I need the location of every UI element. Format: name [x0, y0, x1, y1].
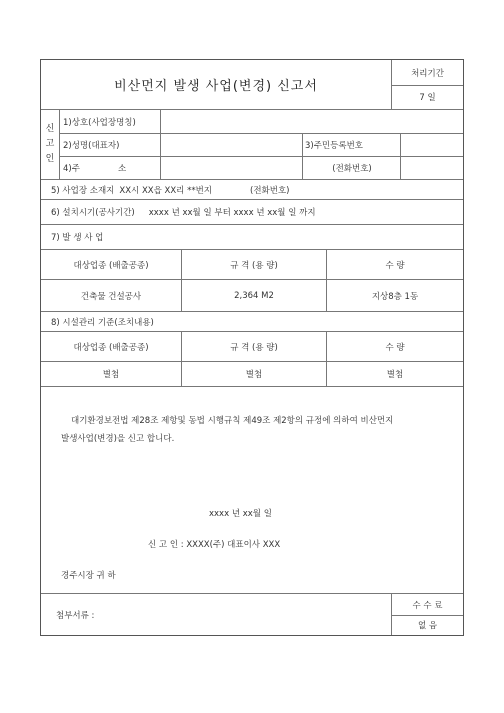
attachment-label: 첨부서류 :: [56, 610, 95, 621]
declaration-date: xxxx 년 xx월 일: [209, 509, 272, 519]
report-form: [40, 59, 464, 636]
facility-value-row: [41, 362, 463, 387]
address-field: [160, 156, 303, 179]
form-title: 비산먼지 발생 사업(변경) 신고서: [114, 79, 318, 94]
fee-label: 수 수 료: [412, 600, 443, 611]
fee-value: 없 음: [417, 621, 438, 631]
resident-number-field: [400, 133, 463, 156]
declaration-applicant-label: 신 고 인 :: [148, 540, 184, 550]
declaration-line-1: 대기환경보전법 제28조 제항및 동법 시행규칙 제49조 제2항의 규정에 의하여 비산먼지: [71, 416, 394, 426]
business-header-row: [41, 250, 463, 280]
applicant-side-label: 신 고 인: [45, 124, 55, 164]
facility-label-row: [41, 312, 463, 332]
address-label-a: 4)주: [63, 163, 80, 174]
business-value-row: [41, 280, 463, 312]
business-spec-value: 2,364 M2: [234, 290, 274, 301]
applicant-phone-field: [400, 156, 463, 179]
footer-row: [41, 594, 463, 635]
applicant-block: [41, 110, 463, 180]
facility-spec-value: 별첨: [245, 370, 263, 380]
facility-label: 8) 시설관리 기준(조치내용): [51, 317, 154, 328]
address-label-b: 소: [117, 163, 127, 174]
representative-field: [160, 133, 303, 156]
declaration-addressee: 경주시장 귀 하: [61, 571, 116, 581]
processing-value: 7 일: [419, 93, 436, 103]
business-name-label: 1)상호(사업장명칭): [63, 117, 136, 128]
applicant-phone-label: (전화번호): [332, 163, 372, 174]
facility-header-category: 대상업종 (배출공종): [73, 342, 149, 353]
resident-number-label: 3)주민등록번호: [305, 140, 363, 151]
title-cell: [41, 60, 391, 109]
facility-header-quantity: 수 량: [385, 342, 405, 353]
declaration-line-2: 발생사업(변경)을 신고 합니다.: [61, 434, 175, 444]
business-name-field: [160, 110, 463, 133]
business-label-row: [41, 225, 463, 250]
business-header-quantity: 수 량: [385, 260, 405, 271]
fee-cell: [391, 594, 463, 635]
facility-category-value: 별첨: [102, 370, 120, 380]
header-row: [41, 60, 463, 110]
business-label: 7) 발 생 사 업: [51, 233, 104, 243]
construction-period-label: 6) 설치시기(공사기간): [51, 208, 135, 218]
facility-header-row: [41, 332, 463, 362]
facility-quantity-value: 별첨: [386, 370, 404, 380]
processing-cell: [391, 60, 463, 109]
representative-label: 2)성명(대표자): [63, 140, 120, 151]
applicant-side-cell: [41, 110, 59, 179]
business-header-spec: 규 격 (용 량): [230, 260, 278, 271]
construction-period-row: [41, 200, 463, 225]
site-phone-label: (전화번호): [250, 185, 290, 196]
declaration-block: [41, 387, 463, 594]
business-quantity-value: 지상8층 1동: [371, 291, 419, 302]
declaration-applicant: [148, 538, 280, 550]
construction-period-value: xxxx 년 xx월 일 부터 xxxx 년 xx월 일 까지: [148, 208, 316, 218]
declaration-applicant-value: XXXX(주) 대표이사 XXX: [186, 540, 281, 550]
business-category-value: 건축물 건설공사: [80, 291, 142, 302]
business-header-category: 대상업종 (배출공종): [73, 260, 149, 271]
site-location-row: [41, 180, 463, 200]
facility-header-spec: 규 격 (용 량): [230, 342, 278, 353]
site-location-label: 5) 사업장 소재지: [51, 185, 115, 196]
processing-label: 처리기간: [411, 68, 444, 79]
site-location-value: XX시 XX읍 XX리 **번지: [119, 185, 213, 196]
